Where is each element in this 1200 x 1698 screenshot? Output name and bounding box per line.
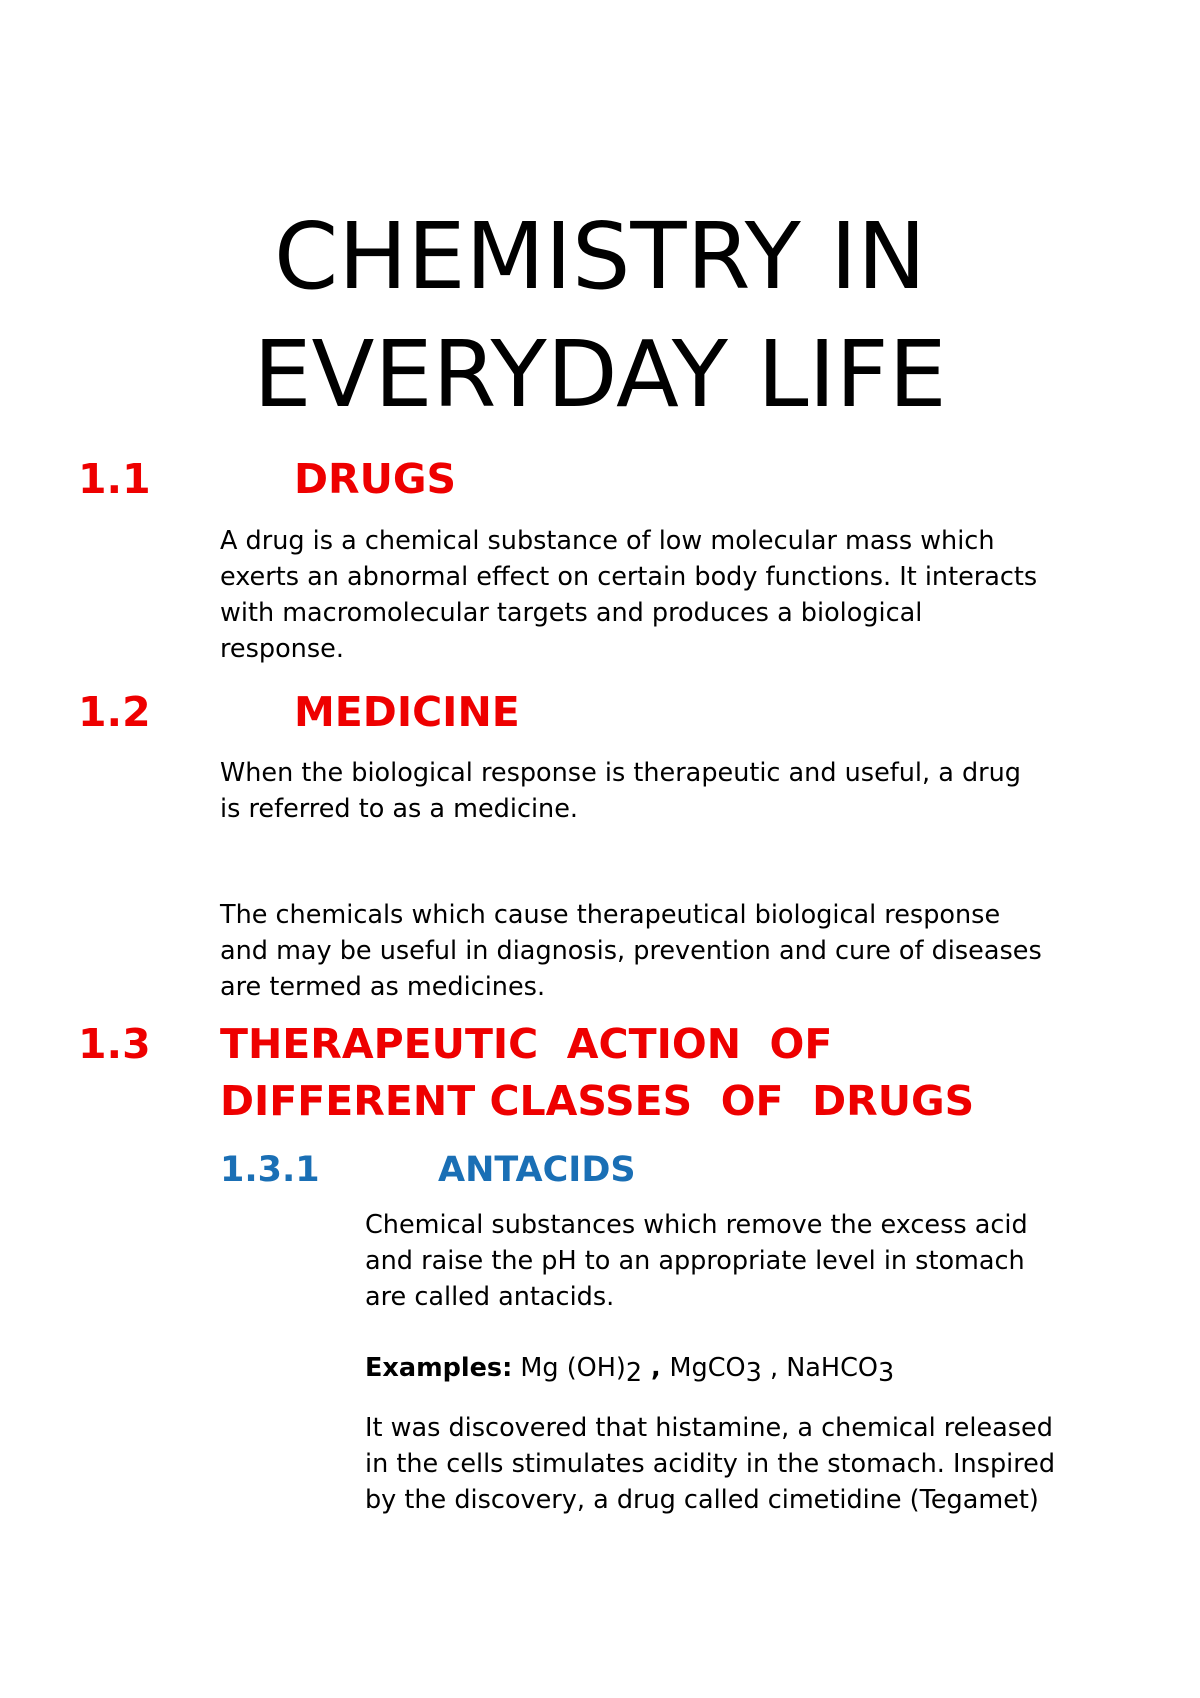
- section-number: 1.2: [78, 688, 151, 736]
- formula-mg-oh2: Mg $(OH)_2$: [520, 1353, 643, 1388]
- text-line: response.: [220, 634, 344, 664]
- section-title: MEDICINE: [294, 688, 520, 736]
- text-line: in the cells stimulates acidity in the stomach. Inspired: [365, 1449, 1056, 1479]
- text-line: are termed as medicines.: [220, 972, 546, 1002]
- section-title: DRUGS: [294, 455, 457, 503]
- formula-mgco3: MgCO$_3$: [669, 1353, 762, 1388]
- formula-nahco3: NaHCO$_3$: [786, 1353, 895, 1388]
- section-heading-therapeutic: [78, 1016, 1178, 1130]
- section-heading-medicine: [78, 684, 1078, 741]
- section-title-line-2: DIFFERENT CLASSES OF DRUGS: [220, 1077, 975, 1125]
- drugs-paragraph: [220, 523, 1160, 667]
- antacids-definition: [365, 1207, 1165, 1315]
- text-line: by the discovery, a drug called cimetidine (Tegamet): [365, 1485, 1039, 1515]
- antacids-examples: Examples: Mg $(OH)_2$ , MgCO$_3$ , NaHCO$_3$: [365, 1353, 895, 1388]
- text-line: is referred to as a medicine.: [220, 794, 579, 824]
- text-line: and raise the pH to an appropriate level in stomach: [365, 1246, 1025, 1276]
- text-line: The chemicals which cause therapeutical biological response: [220, 900, 1001, 930]
- document-title: [0, 198, 1200, 434]
- section-number: 1.1: [78, 455, 151, 503]
- text-line: It was discovered that histamine, a chemical released: [365, 1413, 1053, 1443]
- section-number: 1.3: [78, 1020, 151, 1068]
- examples-label: Examples:: [365, 1353, 513, 1383]
- title-line-1: CHEMISTRY IN: [273, 203, 927, 310]
- subsection-number: 1.3.1: [220, 1150, 320, 1190]
- text-line: Chemical substances which remove the excess acid: [365, 1210, 1028, 1240]
- medicine-paragraph-1: [220, 755, 1160, 827]
- text-line: are called antacids.: [365, 1282, 615, 1312]
- subsection-title: ANTACIDS: [438, 1150, 636, 1190]
- section-heading-drugs: [78, 451, 1078, 508]
- text-line: with macromolecular targets and produces a biological: [220, 598, 923, 628]
- title-line-2: EVERYDAY LIFE: [253, 321, 947, 428]
- text-line: and may be useful in diagnosis, prevention and cure of diseases: [220, 936, 1042, 966]
- medicine-paragraph-2: [220, 897, 1180, 1005]
- text-line: A drug is a chemical substance of low molecular mass which: [220, 526, 995, 556]
- subsection-heading-antacids: [220, 1146, 1120, 1194]
- section-title-line-1: THERAPEUTIC ACTION OF: [220, 1020, 833, 1068]
- text-line: When the biological response is therapeutic and useful, a drug: [220, 758, 1021, 788]
- text-line: exerts an abnormal effect on certain body functions. It interacts: [220, 562, 1038, 592]
- histamine-paragraph: [365, 1410, 1165, 1518]
